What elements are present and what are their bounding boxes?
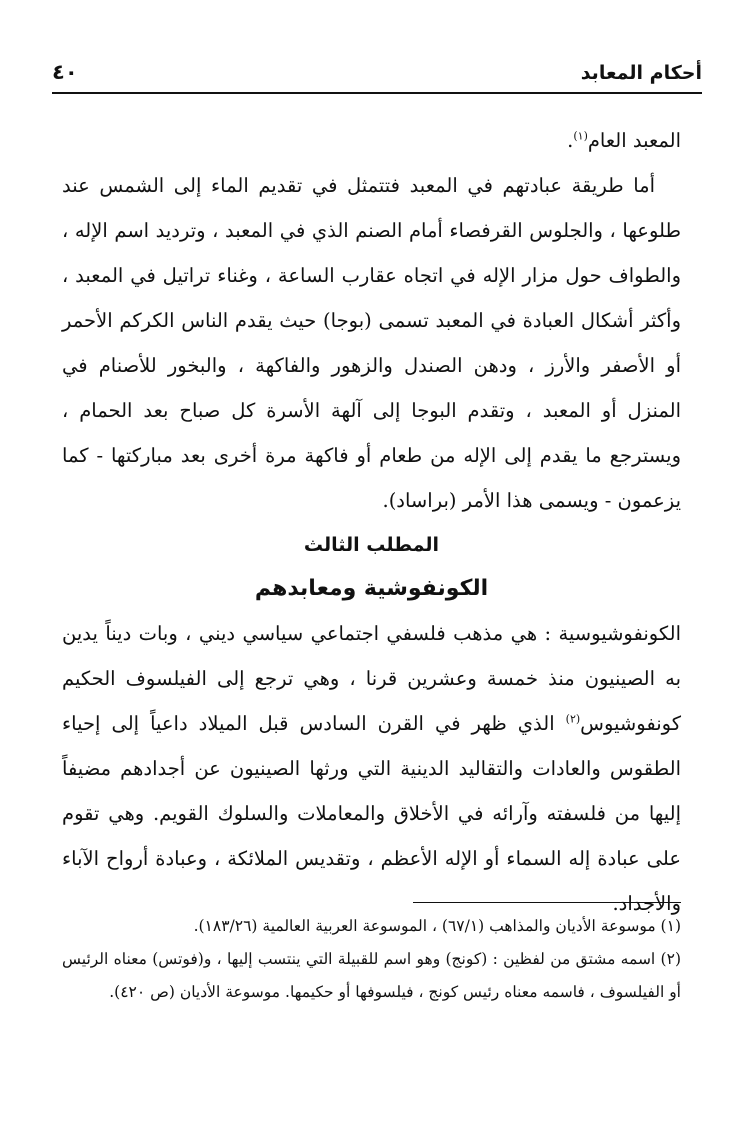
main-text [62,118,681,926]
footnotes [62,910,681,1009]
paragraph-text-b: الذي ظهر في القرن السادس قبل الميلاد داعياً إلى إحياء الطقوس والعادات والتقاليد الدينية التي ورثها الصينيون عن أجدادهم مضيفاً إليها من فلسفته وآرائه في الأخلاق والمعاملات والسلوك القويم. وهي تقوم على عبادة إله السماء أو الإله الأعظم ، وتقديس الملائكة ، وعبادة أرواح الآباء والأجداد. [62,712,681,915]
footnote-divider [413,902,681,903]
paragraph-confucianism [62,611,681,926]
paragraph-text: المعبد العام [587,129,681,152]
paragraph-continued [62,118,681,163]
footnote-ref-2[interactable]: (٢) [565,712,581,726]
page-header [52,52,702,94]
paragraph-worship: أما طريقة عبادتهم في المعبد فتتمثل في تقديم الماء إلى الشمس عند طلوعها ، والجلوس القرفصاء أمام الصنم الذي في المعبد ، وترديد اسم الإله ، والطواف حول مزار الإله في اتجاه عقارب الساعة ، وغناء تراتيل في المعبد ، وأكثر أشكال العبادة في المعبد تسمى (بوجا) حيث يقدم الناس الكركم الأحمر أو الأصفر والأرز ، ودهن الصندل والزهور والفاكهة ، والبخور للأصنام في المنزل أو المعبد ، وتقدم البوجا إلى آلهة الأسرة كل صباح بعد الحمام ، ويسترجع ما يقدم إلى الإله من طعام أو فاكهة مرة أخرى بعد مباركتها - كما يزعمون - ويسمى هذا الأمر (براساد). [62,174,681,512]
footnote-2: (٢) اسمه مشتق من لفظين : (كونج) وهو اسم للقبيلة التي ينتسب إليها ، و(فوتس) معناه الرئيس أو الفيلسوف ، فاسمه معناه رئيس كونج ، فيلسوفها أو حكيمها. موسوعة الأديان (ص ٤٢٠). [62,950,681,1001]
section-subheading: الكونفوشية ومعابدهم [254,576,489,601]
section-heading: المطلب الثالث [303,534,440,556]
paragraph-end: . [567,129,574,152]
running-title: أحكام المعابد [580,62,702,84]
page-number: ٤٠ [52,60,78,84]
footnote-1: (١) موسوعة الأديان والمذاهب (٦٧/١) ، الموسوعة العربية العالمية (١٨٣/٢٦). [193,917,681,935]
paragraph-text-a: الكونفوشيوسية : هي مذهب فلسفي اجتماعي سياسي ديني ، وبات ديناً يدين به الصينيون منذ خمسة وعشرين قرنا ، وهي ترجع إلى الفيلسوف الحكيم كونفوشيوس [62,622,681,735]
footnote-ref-1[interactable]: (١) [573,129,588,143]
